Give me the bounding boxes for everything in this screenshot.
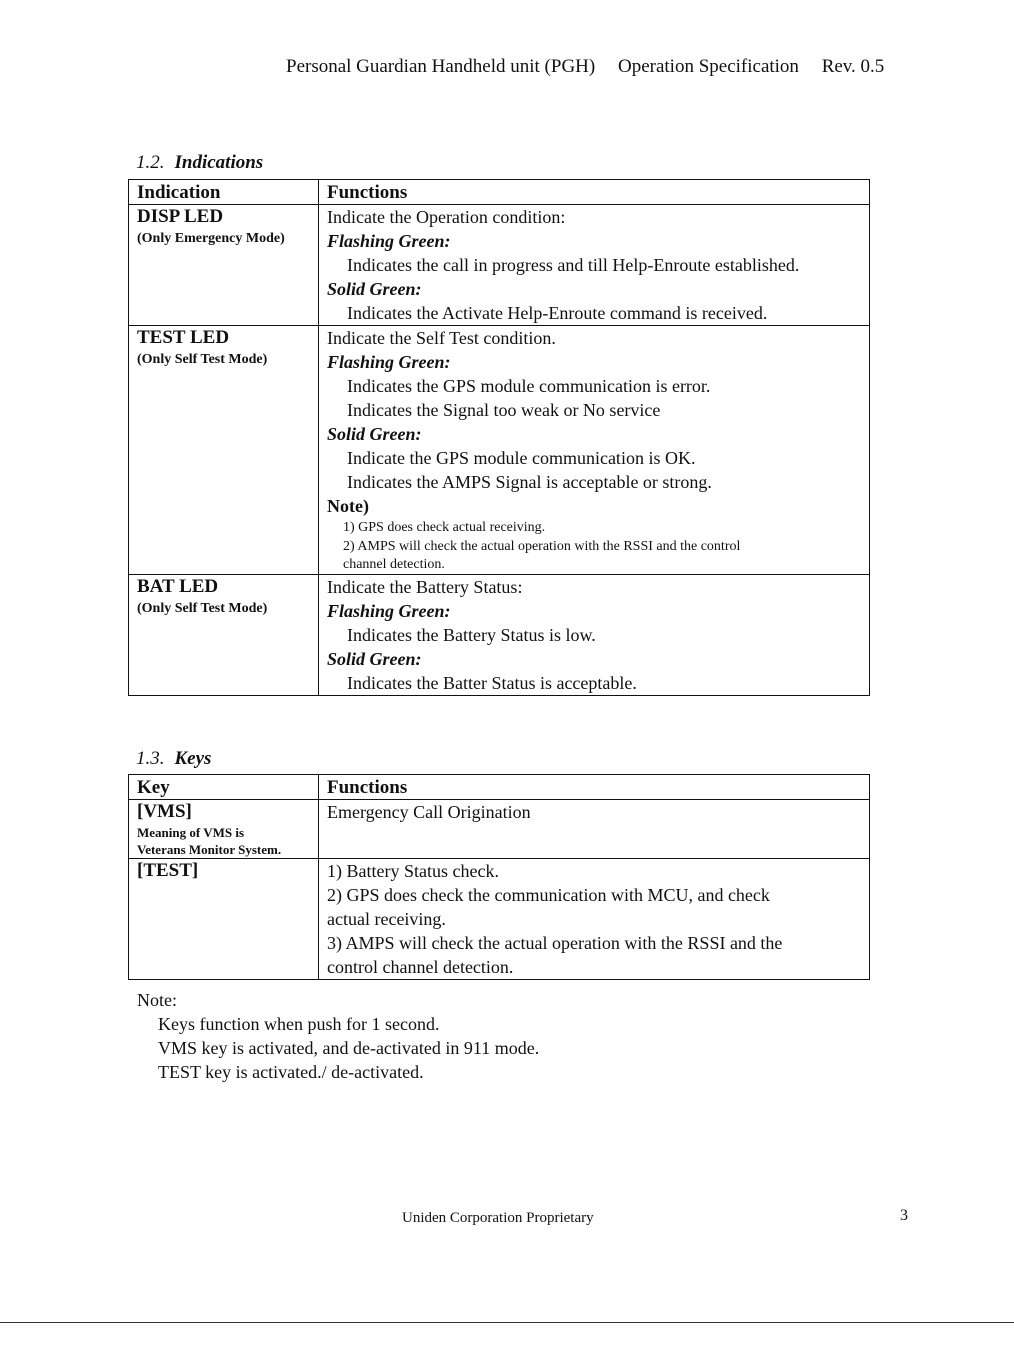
section-name: Keys [174,748,212,769]
column-header-key: Key [129,775,319,800]
function-line: control channel detection. [327,957,514,977]
table-row [129,575,870,696]
indication-name: TEST LED [137,327,230,348]
function-detail: Indicate the GPS module communication is OK. [347,448,696,468]
key-cell [129,859,319,980]
function-mode-heading: Flashing Green: [327,231,451,251]
function-mode-heading: Solid Green: [327,279,422,299]
function-mode-heading: Flashing Green: [327,601,451,621]
note-line: 1) GPS does check actual receiving. [343,520,546,535]
functions-cell [319,859,870,980]
key-description: Veterans Monitor System. [137,842,282,857]
table-row [129,205,870,326]
function-intro: Indicate the Self Test condition. [327,328,556,348]
table-row [129,859,870,980]
key-name: [TEST] [137,860,199,881]
key-name: [VMS] [137,801,192,822]
indication-cell [129,326,319,575]
indication-mode: (Only Self Test Mode) [137,601,268,616]
function-line: 3) AMPS will check the actual operation with the RSSI and the [327,933,783,953]
function-line: actual receiving. [327,909,446,929]
function-detail: Indicates the AMPS Signal is acceptable or strong. [347,472,712,492]
function-detail: Indicates the Signal too weak or No service [347,400,661,420]
function-detail: Indicates the GPS module communication is error. [347,376,711,396]
note-line: 2) AMPS will check the actual operation with the RSSI and the control [343,539,741,554]
key-cell [129,800,319,859]
table-row [129,800,870,859]
indication-name: DISP LED [137,206,224,227]
keys-table [128,774,870,980]
note-heading: Note: [137,990,177,1010]
note-line: VMS key is activated, and de-activated in 911 mode. [158,1038,540,1058]
doc-title: Personal Guardian Handheld unit (PGH) [286,56,596,77]
indication-mode: (Only Emergency Mode) [137,231,285,246]
function-detail: Indicates the Battery Status is low. [347,625,596,645]
table-header-row [129,180,870,205]
indications-section-title [136,152,263,174]
doc-spec: Operation Specification [617,56,799,77]
doc-revision: Rev. 0.5 [821,56,885,77]
functions-cell [319,326,870,575]
functions-cell [319,800,870,859]
column-header-functions: Functions [319,180,870,205]
indication-cell [129,575,319,696]
note-line: Keys function when push for 1 second. [158,1014,440,1034]
table-row [129,326,870,575]
section-number: 1.3. [136,748,165,769]
page-number: 3 [900,1207,908,1224]
indication-mode: (Only Self Test Mode) [137,352,268,367]
function-detail: Indicates the call in progress and till Help-Enroute established. [347,255,800,275]
indication-cell [129,205,319,326]
indication-name: BAT LED [137,576,219,597]
function-detail: Indicates the Activate Help-Enroute command is received. [347,303,768,323]
column-header-functions: Functions [319,775,870,800]
column-header-indication: Indication [129,180,319,205]
table-header-row [129,775,870,800]
keys-note [137,988,539,1084]
function-line: 1) Battery Status check. [327,861,499,881]
page-header [286,56,926,78]
functions-cell [319,575,870,696]
function-mode-heading: Solid Green: [327,649,422,669]
note-heading: Note) [327,496,369,516]
function-mode-heading: Solid Green: [327,424,422,444]
note-line: channel detection. [343,557,445,572]
section-number: 1.2. [136,152,165,173]
key-description: Meaning of VMS is [137,825,245,840]
function-intro: Indicate the Operation condition: [327,207,566,227]
function-intro: Indicate the Battery Status: [327,577,523,597]
function-detail: Indicates the Batter Status is acceptable. [347,673,637,693]
indications-table [128,179,870,696]
page-footer: Uniden Corporation Proprietary [402,1210,594,1226]
function-mode-heading: Flashing Green: [327,352,451,372]
bottom-divider [0,1322,1014,1323]
note-line: TEST key is activated./ de-activated. [158,1062,424,1082]
section-name: Indications [174,152,264,173]
function-line: 2) GPS does check the communication with MCU, and check [327,885,770,905]
function-line: Emergency Call Origination [327,802,531,822]
keys-section-title [136,748,211,770]
functions-cell [319,205,870,326]
